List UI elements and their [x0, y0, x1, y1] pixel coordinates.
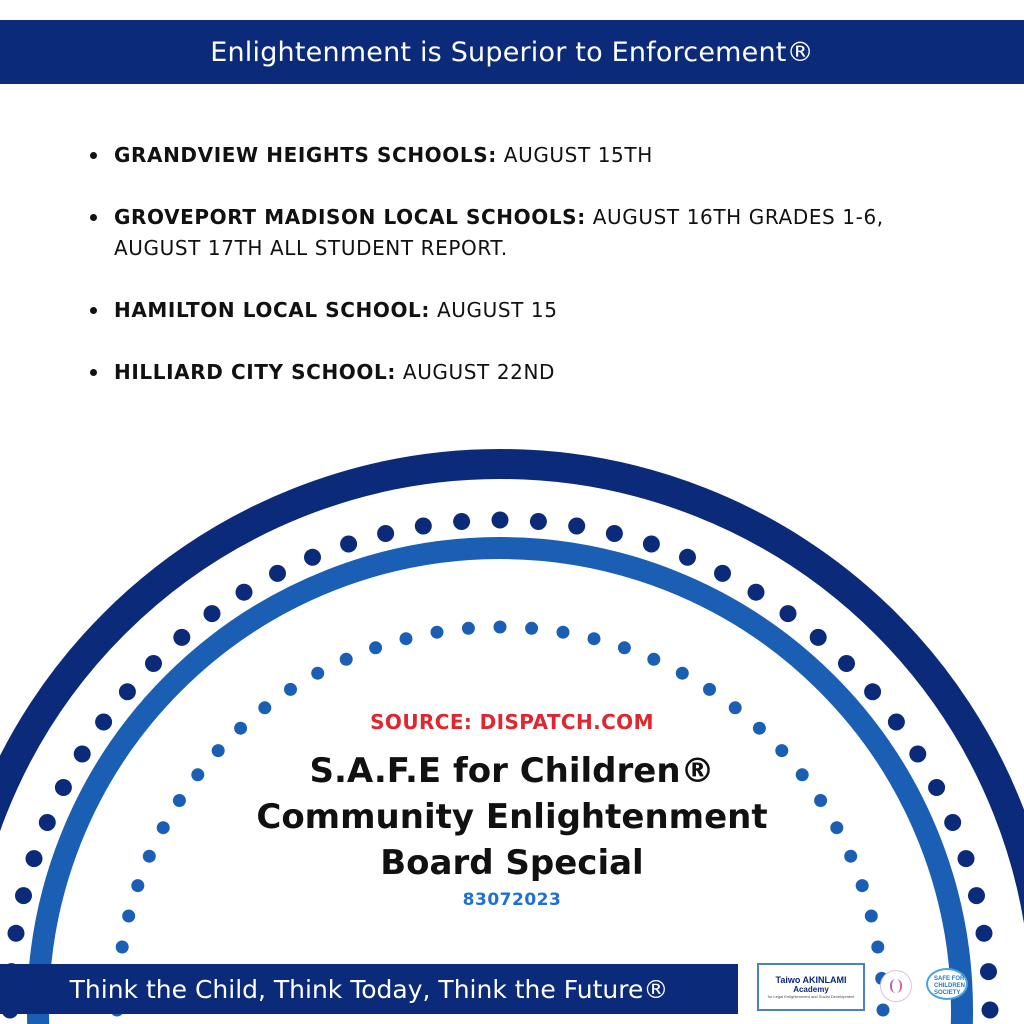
partner-logo-icon [880, 970, 912, 1002]
arc-dot [568, 518, 585, 535]
arc-dot [236, 584, 253, 601]
school-date: AUGUST 16TH GRADES 1-6, AUGUST 17TH ALL STUDENT REPORT. [114, 205, 884, 260]
school-date: AUGUST 22ND [402, 360, 556, 384]
arc-dot [131, 879, 144, 892]
arc-dot [856, 879, 869, 892]
society-logo [922, 962, 972, 1006]
arc-dot [340, 653, 353, 666]
school-date: AUGUST 15 [436, 298, 558, 322]
arc-dot [55, 779, 72, 796]
arc-dot [269, 565, 286, 582]
arc-dot [844, 850, 857, 863]
arc-dot [492, 512, 509, 529]
arc-dot [864, 683, 881, 700]
arc-dot [377, 525, 394, 542]
arc-dot [606, 525, 623, 542]
arc-dot [982, 1002, 999, 1019]
academy-logo-name: Taiwo AKINLAMI [775, 974, 847, 985]
arc-dot [143, 850, 156, 863]
reference-code: 83072023 [462, 890, 562, 910]
arc-dot [284, 683, 297, 696]
arc-dot [369, 641, 382, 654]
arc-dot [145, 655, 162, 672]
arc-dot [462, 622, 475, 635]
academy-logo-word: Academy [793, 984, 829, 994]
school-name: GROVEPORT MADISON LOCAL SCHOOLS: [114, 205, 586, 229]
arc-dot [74, 746, 91, 763]
arc-dot [431, 626, 444, 639]
arc-dot [157, 821, 170, 834]
arc-dot [643, 536, 660, 553]
footer-tagline-bar [0, 964, 738, 1014]
school-name: HAMILTON LOCAL SCHOOL: [114, 298, 431, 322]
arc-dot [557, 626, 570, 639]
society-logo-text: SAFE FOR CHILDREN SOCIETY [934, 976, 965, 996]
arc-dot [647, 653, 660, 666]
arc-dot [340, 536, 357, 553]
arc-dot [679, 549, 696, 566]
arc-dot [871, 941, 884, 954]
arc-dot [944, 814, 961, 831]
arc-dot [122, 910, 135, 923]
arc-dot [525, 622, 538, 635]
arc-dot [304, 549, 321, 566]
arc-dot [173, 629, 190, 646]
arc-dot [39, 814, 56, 831]
arc-dot [119, 683, 136, 700]
source-label: SOURCE: DISPATCH.COM [370, 710, 654, 734]
arc-dot [968, 887, 985, 904]
arc-dot [888, 714, 905, 731]
arc-dot [311, 667, 324, 680]
arc-dot [810, 629, 827, 646]
academy-logo [757, 963, 865, 1011]
arc-dot [976, 925, 993, 942]
arc-dot [877, 1004, 890, 1017]
title-line-1: S.A.F.E for Children® [309, 751, 715, 791]
arc-dot [980, 963, 997, 980]
arc-dot [8, 925, 25, 942]
academy-logo-tagline: for Legal Enlightenment and Social Development [767, 993, 855, 999]
arc-dot [909, 746, 926, 763]
footer-tagline: Think the Child, Think Today, Think the Future® [69, 974, 669, 1004]
arc-dot [453, 513, 470, 530]
arc-dot [838, 655, 855, 672]
arc-dot [26, 850, 43, 867]
arc-dot [204, 605, 221, 622]
center-block [212, 710, 812, 910]
school-name: HILLIARD CITY SCHOOL: [114, 360, 396, 384]
arc-dot [814, 794, 827, 807]
arc-dot [748, 584, 765, 601]
arc-dot [703, 683, 716, 696]
arc-dot [400, 632, 413, 645]
title-line-3: Board Special [380, 843, 644, 883]
arc-dot [958, 850, 975, 867]
arc-dot [415, 518, 432, 535]
arc-dot [530, 513, 547, 530]
title-line-2: Community Enlightenment [256, 797, 768, 837]
banner-text: Enlightenment is Superior to Enforcement® [210, 36, 814, 68]
arc-dot [676, 667, 689, 680]
arc-dot [173, 794, 186, 807]
arc-dot [116, 941, 129, 954]
arc-dot [714, 565, 731, 582]
arc-dot [865, 910, 878, 923]
arc-dot [618, 641, 631, 654]
arc-dot [494, 621, 507, 634]
arc-dot [830, 821, 843, 834]
arc-dot [780, 605, 797, 622]
arc-dot [191, 768, 204, 781]
school-name: GRANDVIEW HEIGHTS SCHOOLS: [114, 143, 497, 167]
arc-dot [588, 632, 601, 645]
arc-dot [15, 887, 32, 904]
arc-dot [928, 779, 945, 796]
school-date: AUGUST 15TH [503, 143, 653, 167]
arc-dot [95, 714, 112, 731]
